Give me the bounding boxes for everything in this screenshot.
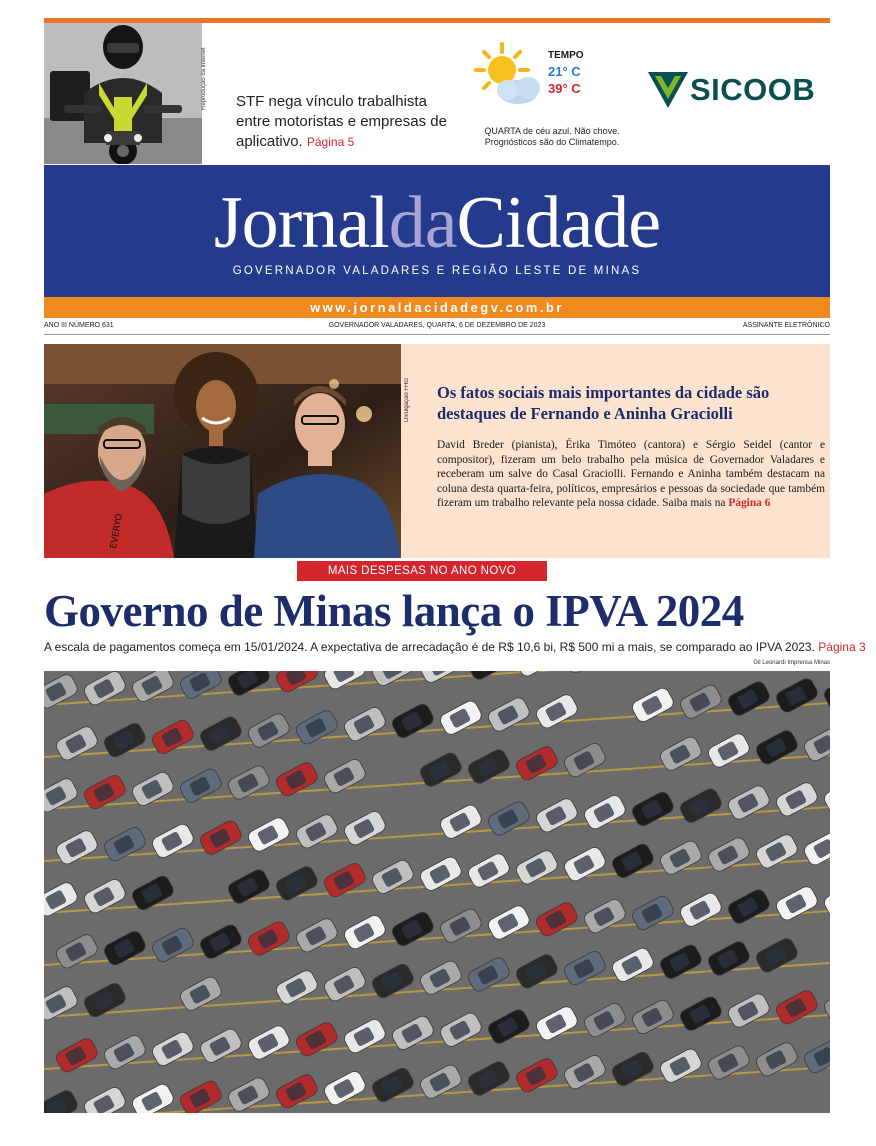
kicker-text: MAIS DESPESAS NO ANO NOVO [327, 565, 517, 577]
masthead[interactable] [44, 165, 830, 297]
sicoob-logo-text: SICOOB [690, 72, 816, 107]
issue-number: ANO III NÚMERO 631 [44, 322, 114, 329]
social-feature-page-ref[interactable]: Página 6 [728, 497, 771, 509]
title-part-da: da [388, 182, 457, 264]
feature-photo-credit: Divulgação FHG [404, 377, 410, 422]
motorcycle-courier-photo[interactable] [44, 23, 202, 164]
top-story-headline-text: STF nega vínculo trabalhista entre motoristas e empresas de aplicativo. [236, 93, 447, 150]
place-date: GOVERNADOR VALADARES, QUARTA, 6 DE DEZEMBRO DE 2023 [328, 322, 546, 329]
weather-min-temp: 21° C [548, 64, 581, 79]
main-photo-credit: Gil Leonardi Imprensa Minas [753, 660, 830, 666]
weather-max-temp: 39° C [548, 81, 581, 96]
photo-credit: Reprodução da internet [201, 47, 207, 110]
sun-cloud-icon [472, 40, 548, 112]
deck-text: A escala de pagamentos começa em 15/01/2024. A expectativa de arrecadação é de R$ 10,6 bi, R$ 500 mi a mais, se comparado ao IPVA 2023. [44, 640, 815, 654]
url-bar [44, 297, 830, 318]
weather-box [472, 40, 632, 150]
main-story-kicker [297, 561, 547, 581]
weather-title: TEMPO [548, 50, 584, 61]
social-feature-title[interactable]: Os fatos sociais mais importantes da cidade são destaques de Fernando e Aninha Graciolli [437, 383, 770, 423]
divider [44, 334, 830, 335]
motorcycle-courier-image [44, 23, 202, 164]
edition-type: ASSINANTE ELETRÔNICO [742, 322, 830, 329]
edition-info [44, 322, 830, 334]
social-feature-text: David Breder (pianista), Érika Timóteo (cantora) e Sérgio Seidel (cantor e compositor), fizeram um belo trabalho pela música de Governador Valadares e receberam um salve do Casal Graciolli. Fernando e Aninha também destacam na coluna desta quarta-feira, políticos, empresários e pessoas da sociedade que também fizeram um trabalho relevante pela nossa cidade. Saiba mais na [437, 439, 825, 509]
website-link[interactable]: www.jornaldacidadegv.com.br [310, 300, 564, 315]
weather-description: QUARTA de céu azul. Não chove. Prognósticos são do Climatempo. [484, 126, 620, 147]
shirt-text: EVERYO [109, 513, 126, 550]
newspaper-title [44, 181, 830, 266]
title-part-cidade: Cidade [456, 182, 661, 264]
main-headline[interactable]: Governo de Minas lança o IPVA 2024 [44, 586, 744, 636]
title-part-jornal: Jornal [213, 182, 389, 264]
main-story-page-ref[interactable]: Página 3 [818, 640, 866, 654]
parking-lot-image [44, 671, 830, 1113]
sicoob-ad[interactable] [648, 68, 828, 112]
top-story-page-ref[interactable]: Página 5 [306, 135, 355, 149]
social-column-feature[interactable] [44, 344, 830, 558]
top-story-headline[interactable] [236, 92, 456, 152]
sicoob-logo-icon [648, 70, 688, 110]
newspaper-subtitle: GOVERNADOR VALADARES E REGIÃO LESTE DE MINAS [232, 265, 642, 277]
main-story-deck [44, 640, 866, 655]
musicians-photo[interactable] [44, 344, 401, 558]
musicians-image [44, 344, 401, 558]
parking-lot-photo[interactable] [44, 671, 830, 1113]
social-feature-body [437, 438, 825, 511]
